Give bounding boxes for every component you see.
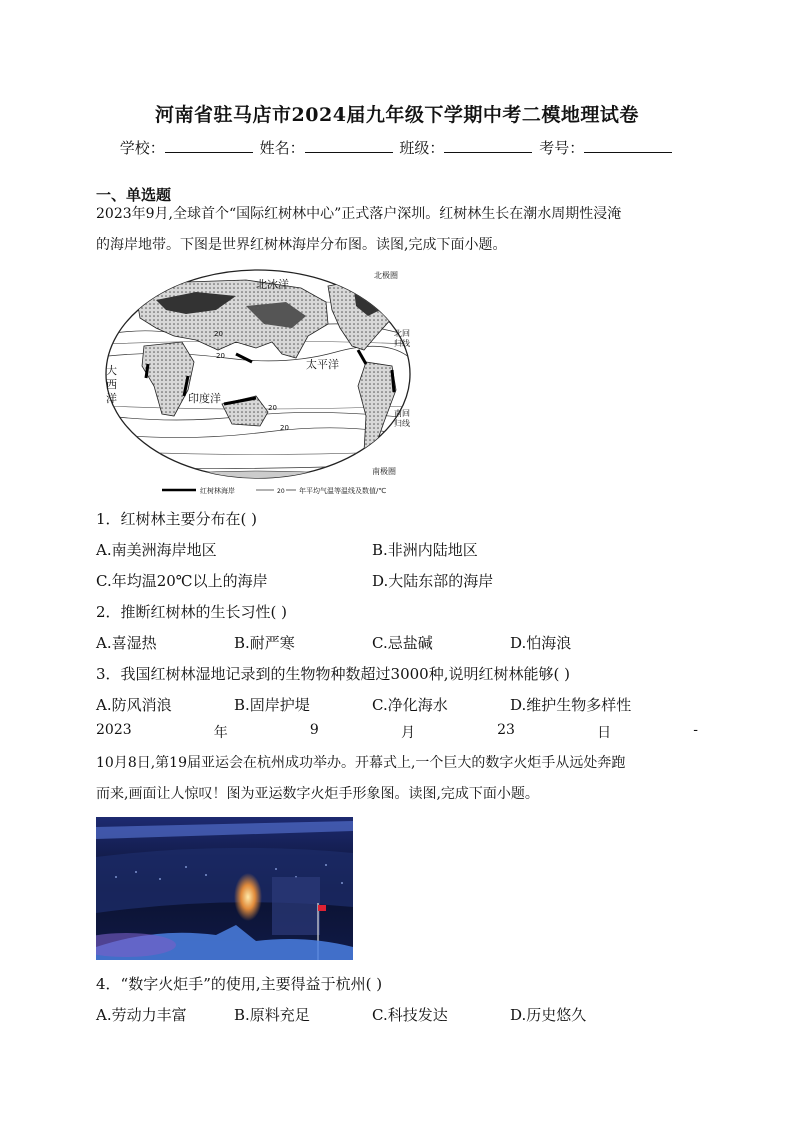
q1-option-d[interactable]: D.大陆东部的海岸 <box>372 572 494 590</box>
digital-torchbearer-photo <box>96 817 353 960</box>
legend-mangrove-label: 红树林海岸 <box>200 487 235 495</box>
intro-2-line-3: 而来,画面让人惊叹！图为亚运数字火炬手形象图。读图,完成下面小题。 <box>96 786 539 802</box>
q4-option-c[interactable]: C.科技发达 <box>372 1006 448 1024</box>
label-atlantic-1: 大 <box>106 364 117 377</box>
q2-option-a[interactable]: A.喜湿热 <box>96 634 157 652</box>
question-4-stem: 4．“数字火炬手”的使用,主要得益于杭州( ) <box>96 975 383 993</box>
name-label: 姓名： <box>259 139 305 157</box>
label-tropic-south-1: 南回 <box>394 409 410 418</box>
q1-option-c[interactable]: C.年均温20℃以上的海岸 <box>96 572 268 590</box>
q3-option-a[interactable]: A.防风消浪 <box>96 696 172 714</box>
label-antarctic-circle: 南极圈 <box>372 467 396 476</box>
legend-isotherm-label: 年平均气温等温线及数值/℃ <box>299 487 387 495</box>
section-heading: 一、单选题 <box>96 186 172 204</box>
q1-option-a[interactable]: A.南美洲海岸地区 <box>96 541 217 559</box>
q1-option-b[interactable]: B.非洲内陆地区 <box>372 541 478 559</box>
label-indian-ocean: 印度洋 <box>188 392 221 405</box>
isotherm-label-2: 20 <box>216 352 225 360</box>
intro-2-token: - <box>693 722 698 738</box>
label-atlantic-3: 洋 <box>106 392 117 405</box>
intro-2-token: 9 <box>309 722 319 738</box>
map-legend <box>162 486 386 495</box>
isotherm-label-1: 20 <box>214 330 223 338</box>
intro-1-line-2: 的海岸地带。下图是世界红树林海岸分布图。读图,完成下面小题。 <box>96 237 507 253</box>
q2-option-c[interactable]: C.忌盐碱 <box>372 634 433 652</box>
stage-screen <box>272 877 320 935</box>
q2-option-b[interactable]: B.耐严寒 <box>234 634 295 652</box>
digital-torchbearer-figure <box>234 873 262 921</box>
student-info-line <box>0 137 794 158</box>
number-label: 考号： <box>539 139 585 157</box>
q3-option-b[interactable]: B.固岸护堤 <box>234 696 310 714</box>
q2-option-d[interactable]: D.怕海浪 <box>510 634 572 652</box>
label-atlantic-2: 西 <box>106 378 117 391</box>
intro-2-line-1 <box>96 722 698 742</box>
school-blank[interactable] <box>165 138 253 153</box>
label-tropic-north-2: 归线 <box>394 339 410 348</box>
number-blank[interactable] <box>584 138 672 153</box>
intro-2-token: 月 <box>400 725 415 741</box>
q4-option-d[interactable]: D.历史悠久 <box>510 1006 587 1024</box>
class-blank[interactable] <box>444 138 532 153</box>
label-tropic-south-2: 归线 <box>394 419 410 428</box>
intro-2-token: 23 <box>497 722 515 738</box>
q3-option-c[interactable]: C.净化海水 <box>372 696 448 714</box>
mangrove-coast-west-africa <box>146 364 148 378</box>
mangrove-world-map <box>96 266 416 498</box>
intro-paragraph-2 <box>96 748 700 810</box>
intro-2-line-2: 10月8日,第19届亚运会在杭州成功举办。开幕式上,一个巨大的数字火炬手从远处奔跑 <box>96 755 626 771</box>
q4-option-b[interactable]: B.原料充足 <box>234 1006 310 1024</box>
mangrove-coast-brazil <box>392 370 394 392</box>
label-pacific-ocean: 太平洋 <box>306 358 339 371</box>
intro-2-token: 日 <box>597 725 612 741</box>
intro-2-token: 年 <box>213 725 228 741</box>
q4-option-a[interactable]: A.劳动力丰富 <box>96 1006 187 1024</box>
name-blank[interactable] <box>305 138 393 153</box>
isotherm-label-4: 20 <box>280 424 289 432</box>
intro-1-line-1: 2023年9月,全球首个“国际红树林中心”正式落户深圳。红树林生长在潮水周期性浸淹 <box>96 206 622 222</box>
school-label: 学校： <box>119 139 165 157</box>
question-1-stem: 1．红树林主要分布在( ) <box>96 510 258 528</box>
class-label: 班级： <box>399 139 445 157</box>
flag <box>318 905 326 911</box>
legend-isotherm-value: 20 <box>277 488 285 495</box>
isotherm-label-3: 20 <box>268 404 277 412</box>
exam-title: 河南省驻马店市2024届九年级下学期中考二模地理试卷 <box>155 104 639 126</box>
intro-paragraph-1 <box>96 199 696 261</box>
q3-option-d[interactable]: D.维护生物多样性 <box>510 696 632 714</box>
label-arctic-ocean: 北冰洋 <box>256 278 289 291</box>
question-3-stem: 3．我国红树林湿地记录到的生物物种数超过3000种,说明红树林能够( ) <box>96 665 570 683</box>
question-2-stem: 2．推断红树林的生长习性( ) <box>96 603 288 621</box>
label-tropic-north-1: 北回 <box>394 329 410 338</box>
label-arctic-circle: 北极圈 <box>374 271 398 280</box>
intro-2-token: 2023 <box>96 722 132 738</box>
